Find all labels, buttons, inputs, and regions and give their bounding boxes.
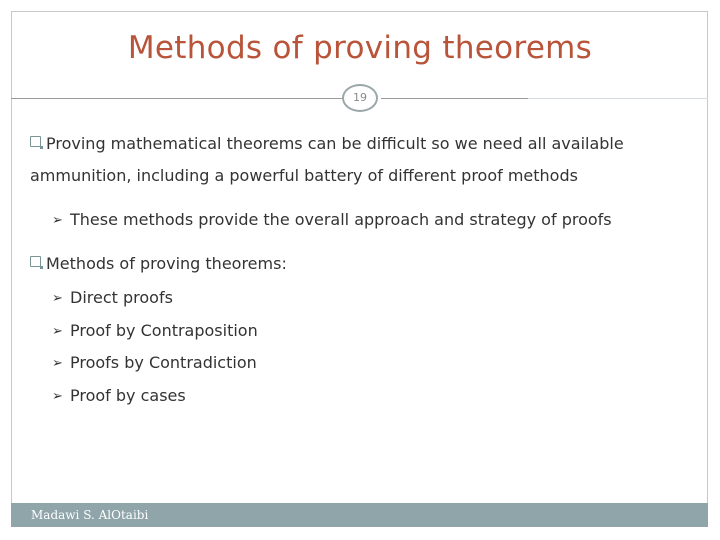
sub-bullet-2-1 [52,288,173,307]
page-number-badge: 19 [342,84,378,112]
sub-bullet-2-3 [52,353,257,372]
footer-bar [11,503,708,527]
bullet-2-line-1 [30,254,287,273]
bullet-2-text: Methods of proving theorems: [46,254,287,273]
title-divider-right [381,98,528,99]
footer-author: Madawi S. AlOtaibi [31,508,149,522]
arrow-bullet-icon: ➢ [52,324,63,339]
title-divider-faint [528,98,708,99]
square-bullet-icon [30,256,41,267]
sub-bullet-text: Proof by cases [70,386,186,405]
title-divider-left [11,98,343,99]
arrow-bullet-icon: ➢ [52,356,63,371]
bullet-1-line-2: ammunition, including a powerful battery of different proof methods [30,166,578,185]
sub-bullet-text: These methods provide the overall approach and strategy of proofs [70,210,612,229]
sub-bullet-text: Direct proofs [70,288,173,307]
square-bullet-icon [30,136,41,147]
sub-bullet-2-2 [52,321,258,340]
sub-bullet-1-1 [52,210,612,229]
arrow-bullet-icon: ➢ [52,389,63,404]
sub-bullet-2-4 [52,386,186,405]
bullet-1-line-1 [30,134,624,153]
sub-bullet-text: Proof by Contraposition [70,321,258,340]
arrow-bullet-icon: ➢ [52,291,63,306]
bullet-1-text: Proving mathematical theorems can be difficult so we need all available [46,134,624,153]
arrow-bullet-icon: ➢ [52,213,63,228]
slide-title: Methods of proving theorems [127,30,593,66]
sub-bullet-text: Proofs by Contradiction [70,353,257,372]
